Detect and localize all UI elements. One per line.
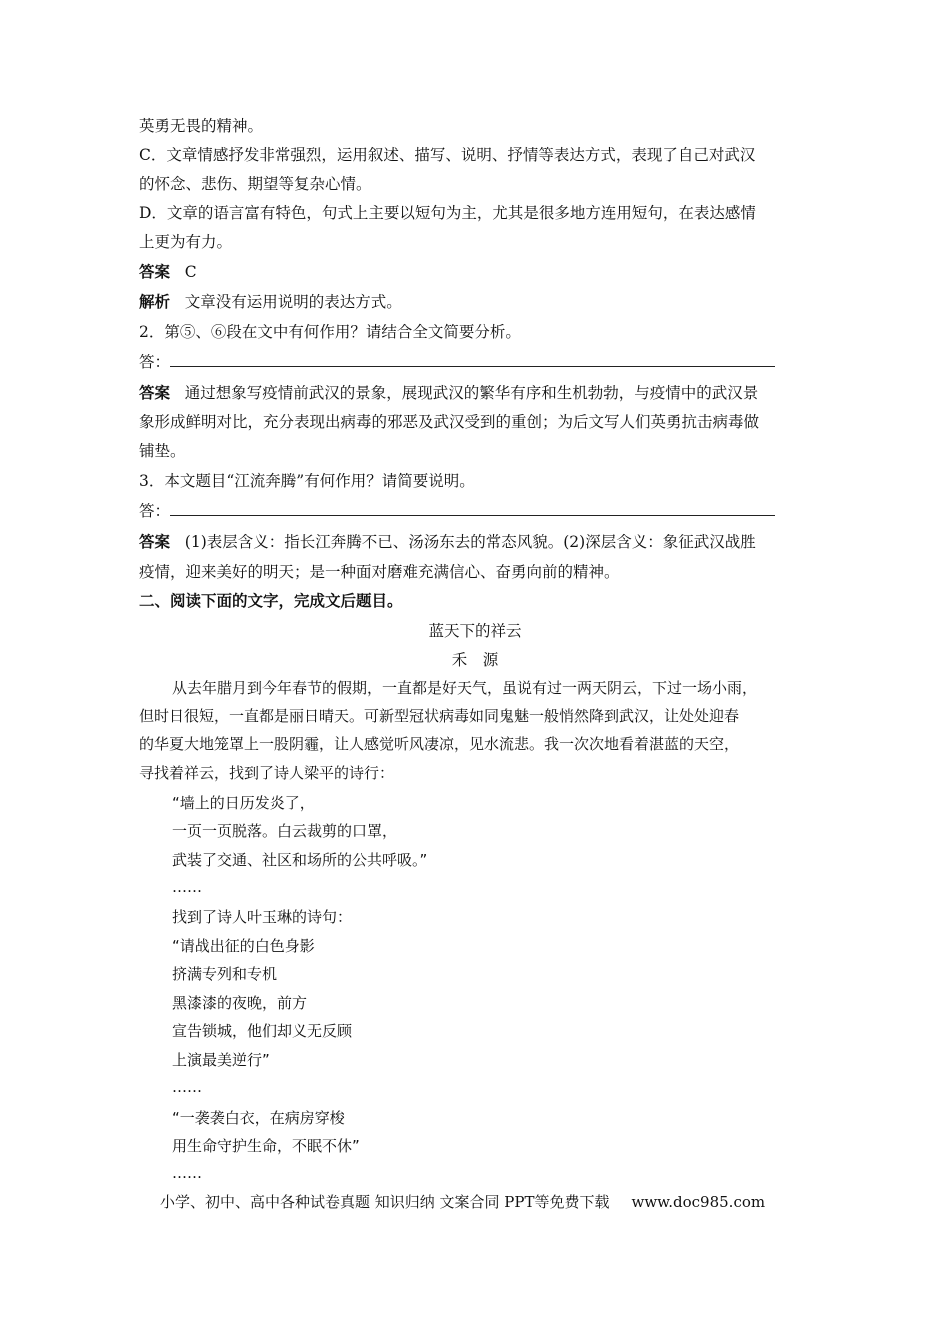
- answer-blank-3: [139, 501, 775, 521]
- text-line: 上更为有力。: [139, 233, 233, 251]
- option-d-line: D．文章的语言富有特色，句式上主要以短句为主，尤其是很多地方连用短句，在表达感情: [139, 204, 756, 222]
- explanation-label: 解析: [139, 292, 171, 311]
- ellipsis: ……: [172, 1078, 202, 1096]
- answer-blank-2: [139, 352, 775, 372]
- ellipsis: ……: [172, 1164, 202, 1182]
- answer-3-line: 疫情，迎来美好的明天；是一种面对磨难充满信心、奋勇向前的精神。: [139, 563, 620, 581]
- explanation-1: [139, 292, 402, 312]
- option-c-line: C．文章情感抒发非常强烈，运用叙述、描写、说明、抒情等表达方式，表现了自己对武汉: [139, 146, 756, 164]
- footer-url[interactable]: www.doc985.com: [631, 1193, 766, 1211]
- poem-line: “请战出征的白色身影: [172, 937, 315, 955]
- answer-label: 答案: [139, 383, 171, 402]
- article-title: 蓝天下的祥云: [428, 622, 522, 640]
- answer-text: C: [184, 263, 197, 281]
- question-3: 3．本文题目“江流奔腾”有何作用？请简要说明。: [139, 472, 475, 490]
- answer-label: 答案: [139, 532, 171, 551]
- poem-line: 上演最美逆行”: [172, 1051, 270, 1069]
- poem-line: “一袭袭白衣，在病房穿梭: [172, 1109, 345, 1127]
- poem-line: 武装了交通、社区和场所的公共呼吸。”: [172, 851, 428, 869]
- article-author: 禾 源: [451, 651, 499, 669]
- section-heading: 二、阅读下面的文字，完成文后题目。: [139, 591, 403, 610]
- answer-2-line: 铺垫。: [139, 442, 186, 460]
- answer-prefix: 答：: [139, 353, 171, 371]
- answer-3-line: [139, 532, 756, 552]
- poem-line: 一页一页脱落。白云裁剪的口罩，: [172, 822, 398, 840]
- paragraph-line: 但时日很短，一直都是丽日晴天。可新型冠状病毒如同鬼魅一般悄然降到武汉，让处处迎春: [139, 707, 740, 725]
- answer-blank-line: [170, 352, 775, 367]
- poem-line: 黑漆漆的夜晚，前方: [172, 994, 308, 1012]
- paragraph-line: 找到了诗人叶玉琳的诗句：: [172, 908, 353, 926]
- poem-line: 用生命守护生命，不眠不休”: [172, 1137, 360, 1155]
- text-line: 的怀念、悲伤、期望等复杂心情。: [139, 175, 372, 193]
- page-footer: [160, 1191, 765, 1212]
- answer-text: (1)表层含义：指长江奔腾不已、汤汤东去的常态风貌。(2)深层含义：象征武汉战胜: [184, 533, 756, 551]
- paragraph-line: 的华夏大地笼罩上一股阴霾，让人感觉听风凄凉，见水流悲。我一次次地看着湛蓝的天空，: [139, 735, 740, 753]
- ellipsis: ……: [172, 878, 202, 896]
- poem-line: 挤满专列和专机: [172, 965, 278, 983]
- answer-prefix: 答：: [139, 502, 171, 520]
- answer-2-line: [139, 383, 758, 403]
- poem-line: 宣告锁城，他们却义无反顾: [172, 1022, 353, 1040]
- paragraph-line: 寻找着祥云，找到了诗人梁平的诗行：: [139, 764, 395, 782]
- answer-label: 答案: [139, 262, 171, 281]
- poem-line: “墙上的日历发炎了，: [172, 794, 315, 812]
- text-line: 英勇无畏的精神。: [139, 117, 264, 135]
- answer-blank-line: [170, 501, 775, 516]
- answer-2-line: 象形成鲜明对比，充分表现出病毒的邪恶及武汉受到的重创；为后文写人们英勇抗击病毒做: [139, 413, 760, 431]
- question-2: 2．第⑤、⑥段在文中有何作用？请结合全文简要分析。: [139, 323, 521, 341]
- paragraph-line: 从去年腊月到今年春节的假期，一直都是好天气，虽说有过一两天阴云，下过一场小雨，: [172, 679, 758, 697]
- answer-1: [139, 262, 197, 282]
- explanation-text: 文章没有运用说明的表达方式。: [184, 293, 402, 311]
- answer-text: 通过想象写疫情前武汉的景象，展现武汉的繁华有序和生机勃勃，与疫情中的武汉景: [184, 384, 759, 402]
- footer-text: 小学、初中、高中各种试卷真题 知识归纳 文案合同 PPT等免费下载: [160, 1193, 610, 1211]
